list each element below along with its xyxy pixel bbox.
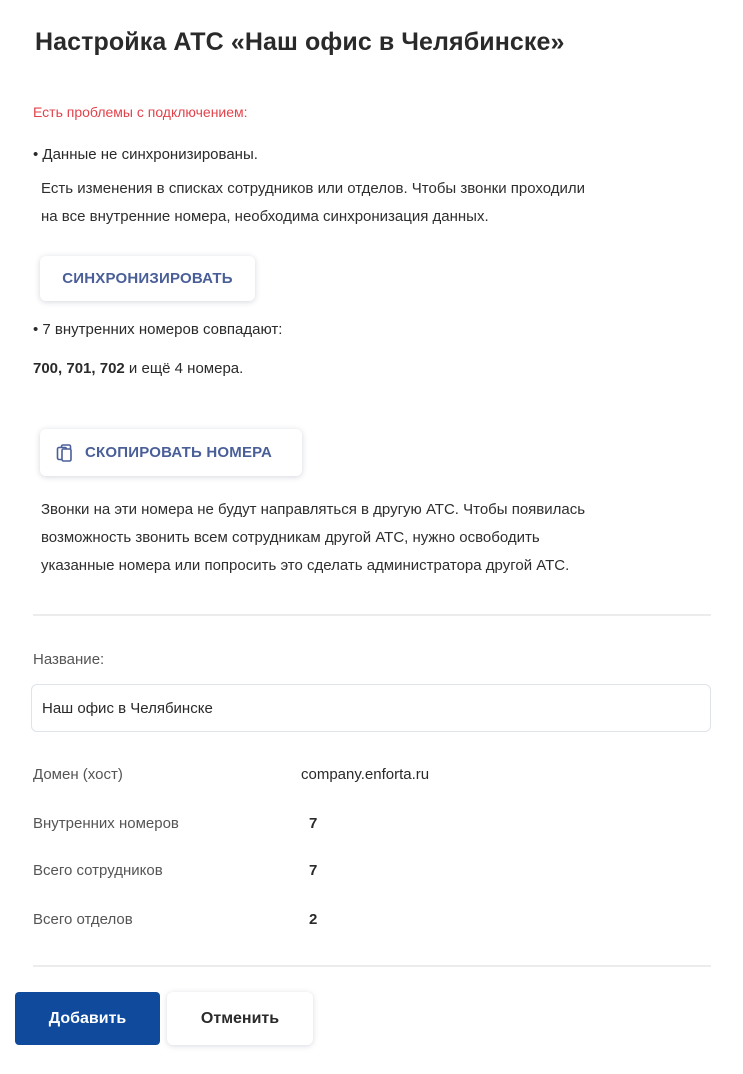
conflict-description-line: указанные номера или попросить это сделать администратора другой АТС. [41, 557, 570, 574]
conflict-description-line: Звонки на эти номера не будут направляться в другую АТС. Чтобы появилась [41, 501, 586, 518]
extensions-label: Внутренних номеров [33, 815, 179, 832]
sync-button-label: СИНХРОНИЗИРОВАТЬ [62, 270, 233, 287]
dialog-title: Настройка АТС «Наш офис в Челябинске» [35, 28, 565, 56]
conflicting-numbers [33, 360, 243, 377]
add-button[interactable]: Добавить [15, 992, 160, 1045]
sync-button[interactable] [40, 256, 255, 301]
copy-icon [55, 443, 75, 463]
employees-value: 7 [309, 862, 318, 879]
employees-label: Всего сотрудников [33, 862, 163, 879]
domain-value: company.enforta.ru [301, 766, 430, 783]
copy-numbers-button[interactable] [40, 429, 302, 476]
conflicting-numbers-list: 700, 701, 702 [33, 360, 125, 377]
cancel-button[interactable]: Отменить [167, 992, 313, 1045]
sync-issue-description [41, 175, 701, 231]
name-field-label: Название: [33, 651, 105, 668]
footer-divider [33, 965, 711, 967]
number-conflict-bullet: • 7 внутренних номеров совпадают: [33, 321, 283, 338]
copy-numbers-button-label: СКОПИРОВАТЬ НОМЕРА [85, 444, 273, 461]
sync-description-line: на все внутренние номера, необходима синхронизация данных. [41, 208, 489, 225]
name-input[interactable] [31, 684, 711, 732]
departments-label: Всего отделов [33, 911, 133, 928]
extensions-value: 7 [309, 815, 318, 832]
conflict-description-line: возможность звонить всем сотрудникам другой АТС, нужно освободить [41, 529, 540, 546]
conflicting-numbers-more: и ещё 4 номера. [124, 360, 244, 377]
domain-label: Домен (хост) [33, 766, 123, 783]
sync-issue-bullet: • Данные не синхронизированы. [33, 146, 258, 163]
sync-description-line: Есть изменения в списках сотрудников или отделов. Чтобы звонки проходили [41, 180, 586, 197]
section-divider [33, 614, 711, 616]
number-conflict-description [41, 496, 701, 580]
connection-error-heading: Есть проблемы с подключением: [33, 104, 248, 120]
departments-value: 2 [309, 911, 318, 928]
